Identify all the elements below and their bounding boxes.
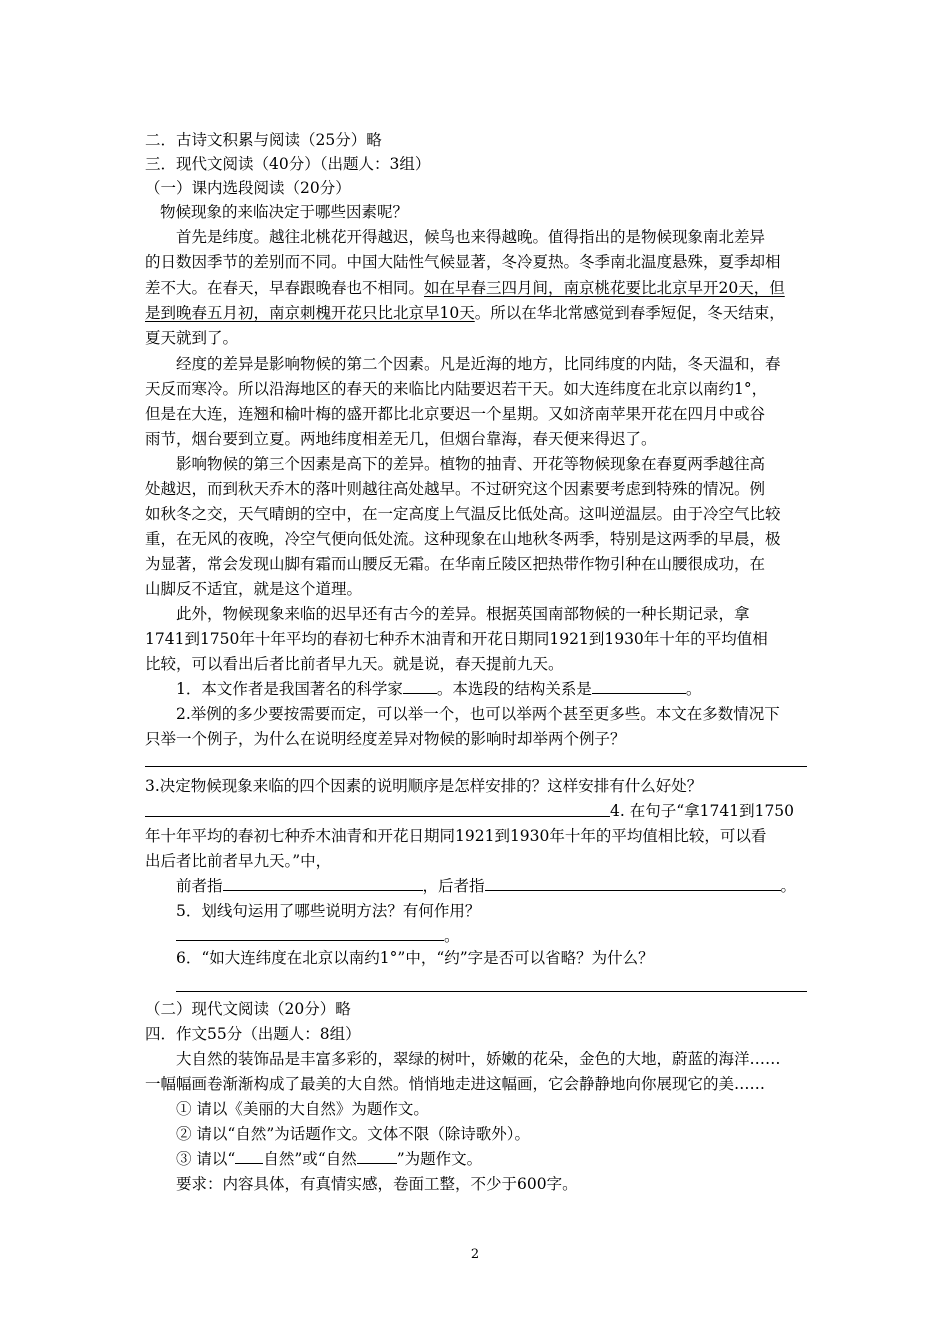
essay-option-3 — [176, 1147, 807, 1171]
section-heading-classical: 二．古诗文积累与阅读（25分）略 — [145, 131, 382, 149]
passage-line: 1741到1750年十年平均的春初七种乔木油青和开花日期同1921到1930年十年的平均值相 — [145, 630, 768, 648]
question-2-cont: 只举一个例子，为什么在说明经度差异对物候的影响时却举两个例子？ — [145, 730, 626, 748]
question-4-cont: 出后者比前者早九天。”中， — [145, 852, 332, 870]
answer-blank-structure[interactable] — [592, 677, 686, 694]
question-1 — [176, 677, 807, 701]
essay-option-1: ① 请以《美丽的大自然》为题作文。 — [176, 1100, 429, 1118]
passage-line — [145, 276, 807, 300]
answer-line-q6[interactable] — [176, 991, 807, 992]
essay-prompt-line: 大自然的装饰品是丰富多彩的，翠绿的树叶，娇嫩的花朵，金色的大地，蔚蓝的海洋…… — [176, 1050, 781, 1068]
passage-intro-question: 物候现象的来临决定于哪些因素呢？ — [160, 203, 409, 221]
essay-prompt-line: 一幅幅画卷渐渐构成了最美的大自然。悄悄地走进这幅画，它会静静地向你展现它的美…… — [145, 1075, 766, 1093]
answer-blank-latter[interactable] — [485, 874, 781, 891]
question-text: ，后者指 — [422, 877, 485, 895]
page-number: 2 — [470, 1247, 480, 1262]
answer-end-mark: 。 — [444, 927, 460, 945]
question-text: 。 — [780, 877, 797, 895]
answer-line-q2[interactable] — [145, 766, 807, 767]
question-3: 3.决定物候现象来临的四个因素的说明顺序是怎样安排的？这样安排有什么好处？ — [145, 777, 703, 795]
underlined-sentence: 如在早春三四月间，南京桃花要比北京早开20天，但 — [424, 279, 785, 297]
option-text: 自然”或“自然 — [263, 1150, 357, 1168]
passage-line: 但是在大连，连翘和榆叶梅的盛开都比北京要迟一个星期。又如济南苹果开花在四月中或谷 — [145, 405, 766, 423]
question-text: 1．本文作者是我国著名的科学家 — [176, 680, 403, 698]
subsection-heading-in-class: （一）课内选段阅读（20分） — [145, 179, 351, 197]
option-text: ③ 请以“ — [176, 1150, 236, 1168]
passage-text: 差不大。在春天，早春跟晚春也不相同。 — [145, 279, 425, 297]
question-6: 6．“如大连纬度在北京以南约1°”中，“约”字是否可以省略？为什么？ — [176, 949, 654, 967]
passage-line: 影响物候的第三个因素是高下的差异。植物的抽青、开花等物候现象在春夏两季越往高 — [176, 455, 766, 473]
passage-line: 此外，物候现象来临的迟早还有古今的差异。根据英国南部物候的一种长期记录，拿 — [176, 605, 750, 623]
subsection-heading-modern-2: （二）现代文阅读（20分）略 — [145, 1000, 351, 1018]
passage-line: 首先是纬度。越往北桃花开得越迟，候鸟也来得越晚。值得指出的是物候现象南北差异 — [176, 228, 766, 246]
question-2: 2.举例的多少要按需要而定，可以举一个，也可以举两个甚至更多些。本文在多数情况下 — [176, 705, 780, 723]
passage-line: 比较，可以看出后者比前者早九天。就是说，春天提前九天。 — [145, 655, 564, 673]
title-blank-before[interactable] — [235, 1147, 263, 1164]
option-text: ”为题作文。 — [396, 1150, 483, 1168]
answer-blank-author[interactable] — [403, 677, 437, 694]
title-blank-after[interactable] — [357, 1147, 397, 1164]
passage-line: 如秋冬之交，天气晴朗的空中，在一定高度上气温反比低处高。这叫逆温层。由于冷空气比较 — [145, 505, 781, 523]
answer-blank-former[interactable] — [223, 874, 423, 891]
answer-line-q5[interactable] — [176, 940, 444, 941]
passage-line: 处越迟，而到秋天乔木的落叶则越往高处越早。不过研究这个因素要考虑到特殊的情况。例 — [145, 480, 766, 498]
question-text: 前者指 — [176, 877, 223, 895]
essay-option-2: ② 请以“自然”为话题作文。文体不限（除诗歌外）。 — [176, 1125, 531, 1143]
essay-requirements: 要求：内容具体，有真情实感，卷面工整，不少于600字。 — [176, 1175, 578, 1193]
passage-line: 雨节，烟台要到立夏。两地纬度相差无几，但烟台靠海，春天便来得迟了。 — [145, 430, 657, 448]
question-text: 。 — [685, 680, 702, 698]
passage-line: 经度的差异是影响物候的第二个因素。凡是近海的地方，比同纬度的内陆，冬天温和，春 — [176, 355, 781, 373]
passage-line: 山脚反不适宜，就是这个道理。 — [145, 580, 363, 598]
question-text: 。本选段的结构关系是 — [436, 680, 592, 698]
passage-line: 的日数因季节的差别而不同。中国大陆性气候显著，冬冷夏热。冬季南北温度悬殊，夏季却相 — [145, 253, 781, 271]
question-4: 4. 在句子“拿1741到1750 — [610, 802, 795, 820]
passage-line: 为显著，常会发现山脚有霜而山腰反无霜。在华南丘陵区把热带作物引种在山腰很成功，在 — [145, 555, 766, 573]
question-4-answers — [176, 874, 807, 898]
passage-line: 夏天就到了。 — [145, 329, 239, 347]
passage-line: 重，在无风的夜晚，冷空气便向低处流。这种现象在山地秋冬两季，特别是这两季的早晨，极 — [145, 530, 781, 548]
question-5: 5．划线句运用了哪些说明方法？有何作用？ — [176, 902, 481, 920]
passage-text: 。所以在华北常感觉到春季短促，冬天结束， — [474, 304, 785, 322]
underlined-sentence: 是到晚春五月初，南京刺槐开花只比北京早10天 — [145, 304, 475, 322]
section-heading-modern: 三．现代文阅读（40分）（出题人：3组） — [145, 155, 431, 173]
passage-line: 天反而寒冷。所以沿海地区的春天的来临比内陆要迟若干天。如大连纬度在北京以南约1°， — [145, 380, 768, 398]
question-4-cont: 年十年平均的春初七种乔木油青和开花日期同1921到1930年十年的平均值相比较，可以看 — [145, 827, 767, 845]
passage-line — [145, 301, 807, 325]
answer-line-q3[interactable] — [145, 816, 610, 817]
section-heading-essay: 四．作文55分（出题人：8组） — [145, 1025, 361, 1043]
